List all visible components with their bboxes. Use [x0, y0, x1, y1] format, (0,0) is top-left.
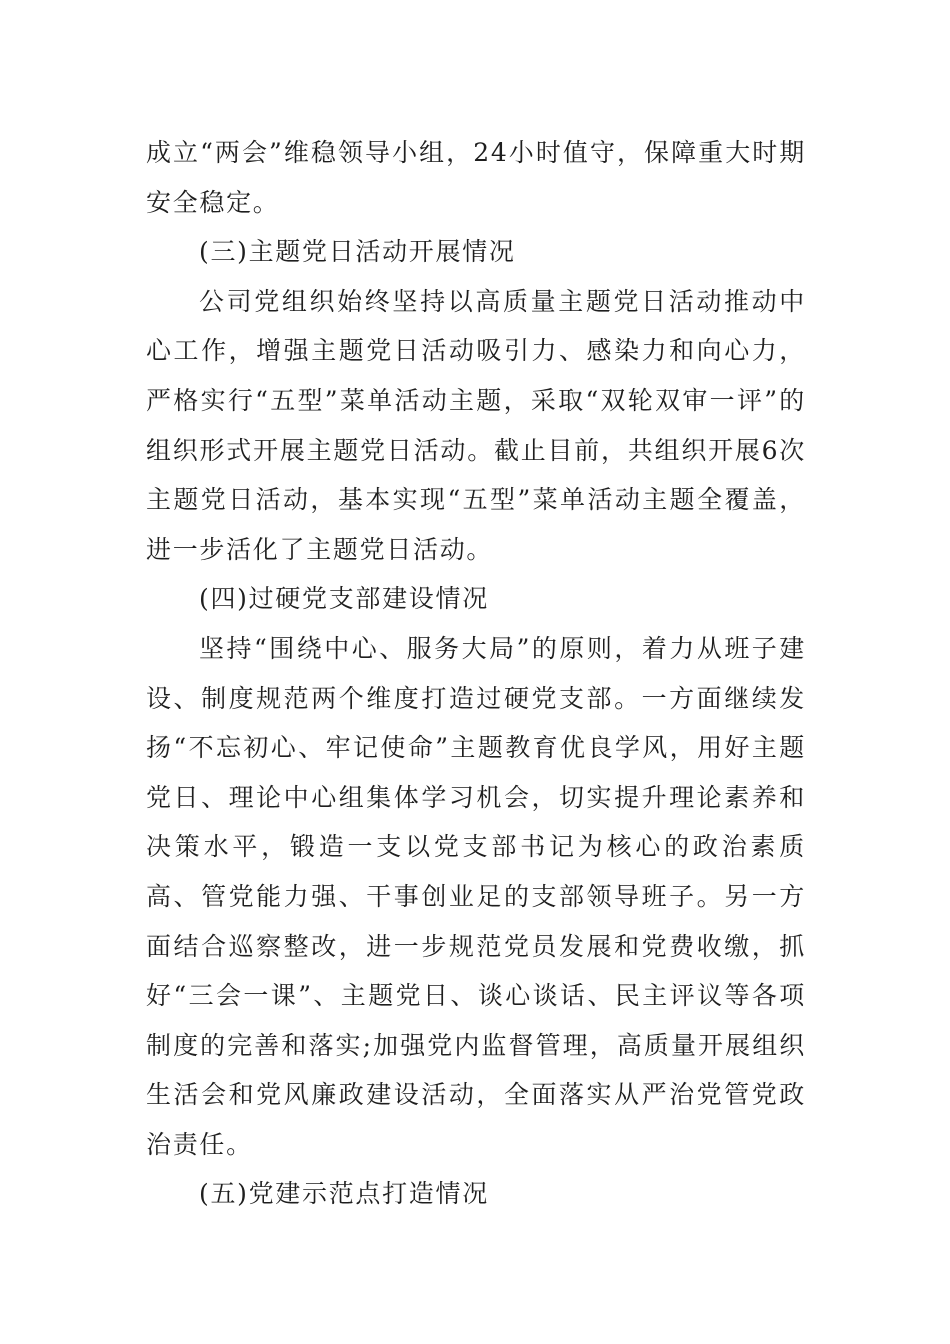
- paragraph-branch-building: 坚持“围绕中心、服务大局”的原则，着力从班子建设、制度规范两个维度打造过硬党支部。一方面继续发扬“不忘初心、牢记使命”主题教育优良学风，用好主题党日、理论中心组集体学习机会，切实提升理论素养和决策水平，锻造一支以党支部书记为核心的政治素质高、管党能力强、干事创业足的支部领导班子。另一方面结合巡察整改，进一步规范党员发展和党费收缴，抓好“三会一课”、主题党日、谈心谈话、民主评议等各项制度的完善和落实;加强党内监督管理，高质量开展组织生活会和党风廉政建设活动，全面落实从严治党管党政治责任。: [146, 633, 806, 1159]
- document-body: [146, 128, 806, 1219]
- section-heading-4: (四)过硬党支部建设情况: [199, 584, 489, 614]
- section-heading-5: (五)党建示范点打造情况: [199, 1179, 489, 1209]
- paragraph-themed-party-day: 公司党组织始终坚持以高质量主题党日活动推动中心工作，增强主题党日活动吸引力、感染力和向心力，严格实行“五型”菜单活动主题，采取“双轮双审一评”的组织形式开展主题党日活动。截止目前，共组织开展6次主题党日活动，基本实现“五型”菜单活动主题全覆盖，进一步活化了主题党日活动。: [146, 286, 806, 564]
- paragraph-continued: 成立“两会”维稳领导小组，24小时值守，保障重大时期安全稳定。: [146, 138, 806, 217]
- section-heading-3: (三)主题党日活动开展情况: [199, 237, 516, 267]
